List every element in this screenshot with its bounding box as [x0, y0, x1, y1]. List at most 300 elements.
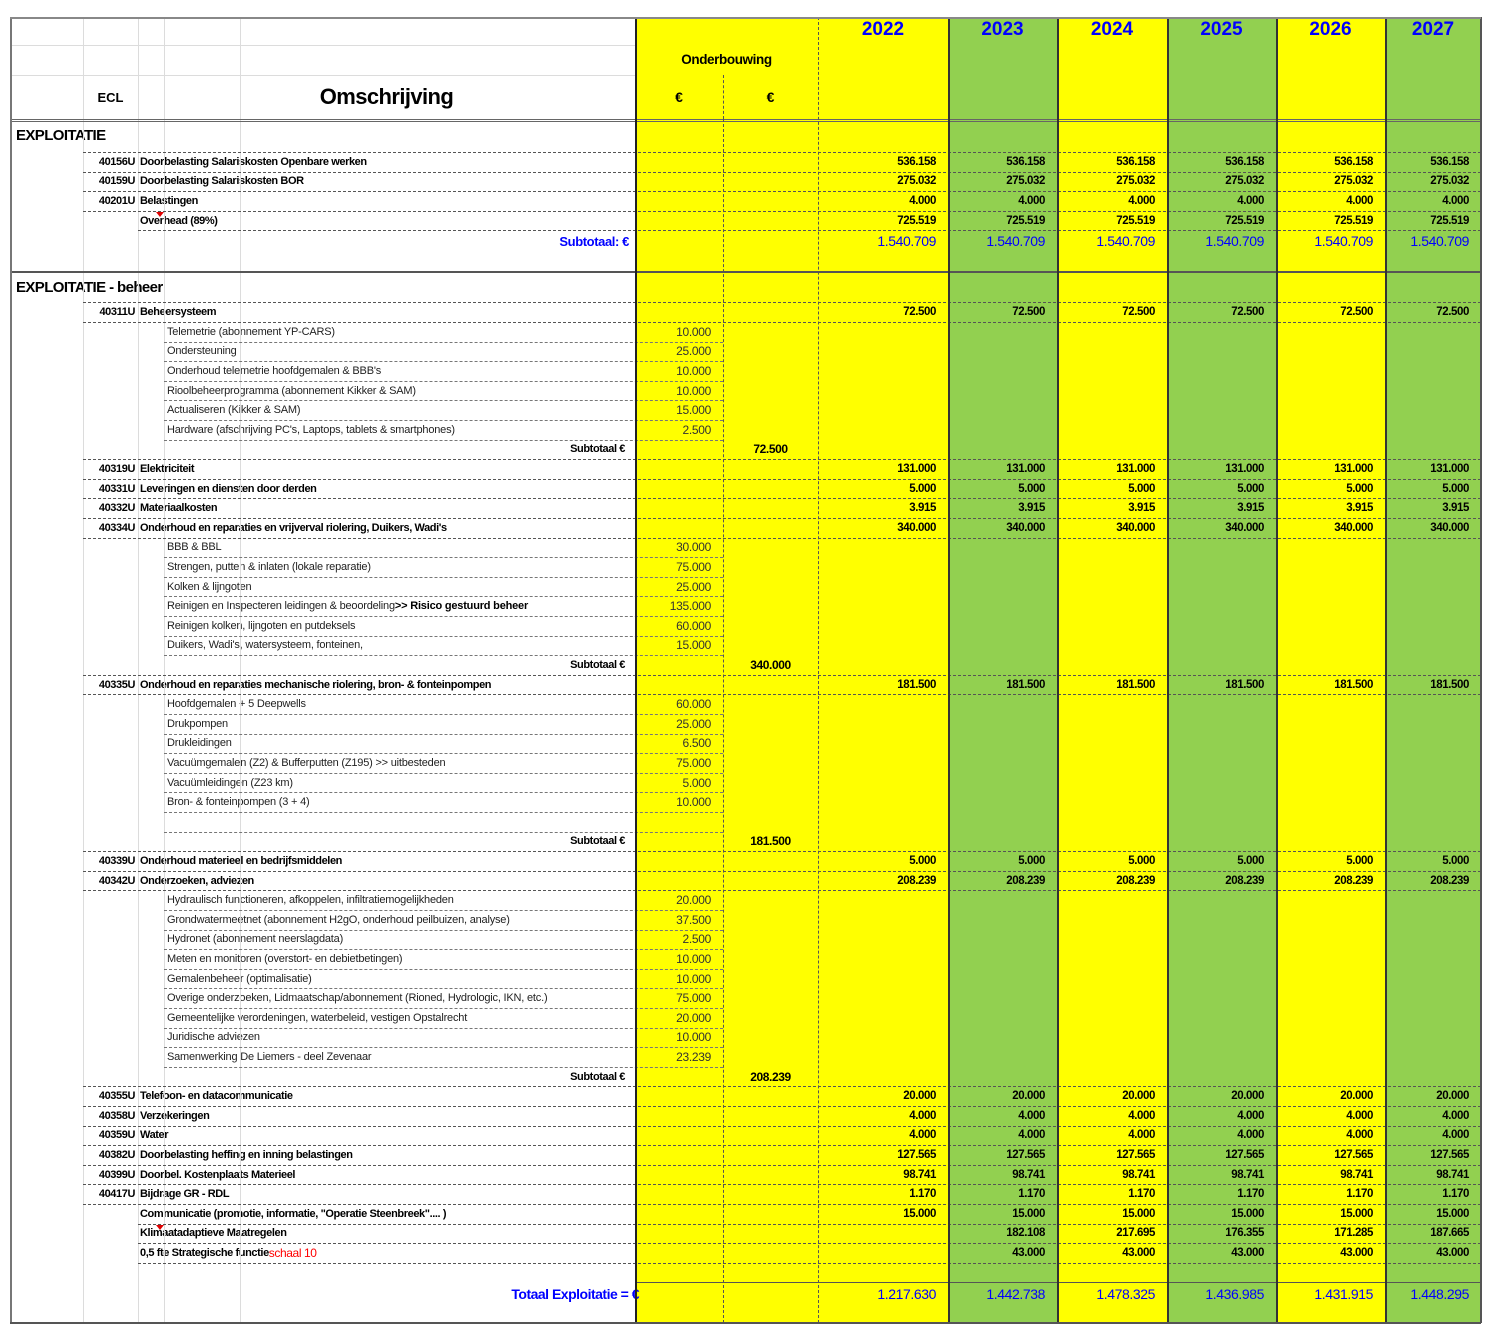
sub-item-description	[164, 538, 635, 558]
column-divider	[83, 17, 84, 1323]
sub-item-description	[164, 342, 635, 362]
sub-item-amount: 10.000	[676, 971, 711, 986]
row-divider	[83, 322, 1481, 323]
sub-item-row	[10, 792, 1481, 812]
year-value-2026: 4.000	[1346, 1129, 1373, 1142]
sub-item-description	[164, 557, 635, 577]
row-divider	[164, 596, 723, 597]
year-value-2024: 1.478.325	[1096, 1286, 1155, 1303]
year-value-2026: 1.540.709	[1314, 233, 1373, 250]
ecl-header: ECL	[97, 89, 124, 105]
year-value-2022: 536.158	[897, 155, 936, 168]
row-divider	[164, 792, 723, 793]
row-description	[138, 1126, 635, 1146]
sub-item-row	[10, 890, 1481, 910]
year-value-2026: 127.565	[1334, 1148, 1373, 1161]
column-divider	[240, 17, 241, 1323]
sub-item-text: Juridische adviezen	[167, 1031, 260, 1044]
row-divider	[164, 1067, 723, 1068]
section-title: EXPLOITATIE	[16, 127, 106, 144]
year-header-2027: 2027	[1411, 19, 1455, 40]
group-subtotal-value: 340.000	[750, 657, 791, 672]
sub-item-amount: 75.000	[676, 755, 711, 770]
year-value-2025: 181.500	[1225, 678, 1264, 691]
group-subtotal-label: Subtotaal €	[570, 1070, 625, 1083]
year-value-2022: 208.239	[897, 874, 936, 887]
year-value-2025: 72.500	[1231, 306, 1264, 319]
year-header-2023: 2023	[981, 19, 1024, 40]
year-value-2025: 275.032	[1225, 175, 1264, 188]
ecl-code: 40156U	[98, 155, 135, 168]
year-value-2026: 20.000	[1340, 1090, 1373, 1103]
year-value-2027: 15.000	[1436, 1207, 1469, 1220]
column-divider	[948, 17, 950, 1323]
row-description-text: Telefoon- en datacommunicatie	[140, 1090, 293, 1103]
year-value-2023: 182.108	[1006, 1227, 1045, 1240]
row-divider	[138, 1263, 1481, 1264]
year-value-2024: 3.915	[1128, 502, 1155, 515]
year-header-2022: 2022	[861, 19, 905, 40]
sub-item-description	[164, 400, 635, 420]
sub-item-description	[164, 949, 635, 969]
column-divider	[1276, 17, 1278, 1323]
sub-item-amount: 25.000	[676, 344, 711, 359]
sub-item-row	[10, 381, 1481, 401]
row-description: Doorbelasting Salariskosten Openbare werken	[140, 155, 367, 168]
sub-item-text: Bron- & fonteinpompen (3 + 4)	[167, 796, 310, 809]
sub-item-amount: 10.000	[676, 795, 711, 810]
row-divider	[83, 302, 1481, 303]
year-value-2025: 340.000	[1225, 521, 1264, 534]
year-value-2024: 4.000	[1128, 1129, 1155, 1142]
row-divider	[10, 119, 1481, 122]
row-divider	[138, 1243, 1481, 1244]
year-value-2024: 98.741	[1122, 1168, 1155, 1181]
row-description	[138, 675, 635, 695]
ecl-code: 40311U	[99, 306, 135, 319]
year-value-2023: 4.000	[1018, 1129, 1045, 1142]
year-header-2026: 2026	[1309, 19, 1352, 40]
table-row	[10, 498, 1481, 518]
sub-item-text: Vacuümleidingen (Z23 km)	[167, 776, 293, 789]
row-description	[138, 1224, 635, 1244]
sub-item-row	[10, 734, 1481, 754]
onderbouwing-header: Onderbouwing	[681, 51, 772, 67]
table-row	[10, 172, 1481, 192]
sub-item-amount: 2.500	[682, 932, 711, 947]
row-divider	[83, 172, 1481, 173]
row-divider	[164, 361, 723, 362]
row-description-text: Onderhoud materieel en bedrijfsmiddelen	[140, 854, 342, 867]
sub-item-row	[10, 1008, 1481, 1028]
sub-item-amount: 10.000	[676, 363, 711, 378]
row-divider	[164, 420, 723, 421]
sub-item-row	[10, 577, 1481, 597]
table-row	[10, 851, 1481, 871]
sub-item-amount: 20.000	[676, 893, 711, 908]
ecl-code: 40334U	[98, 521, 135, 534]
year-value-2025: 43.000	[1231, 1246, 1264, 1259]
sub-item-text: Hydraulisch functioneren, afkoppelen, infiltratiemogelijkheden	[167, 894, 454, 907]
table-row	[10, 1126, 1481, 1146]
year-value-2027: 72.500	[1436, 306, 1469, 319]
year-value-2027: 20.000	[1436, 1090, 1469, 1103]
sub-item-row	[10, 322, 1481, 342]
year-value-2024: 340.000	[1116, 521, 1155, 534]
sub-item-row	[10, 949, 1481, 969]
year-value-2023: 536.158	[1006, 155, 1045, 168]
row-divider	[164, 1008, 723, 1009]
sub-item-amount: 10.000	[676, 324, 711, 339]
year-value-2025: 176.355	[1225, 1227, 1264, 1240]
year-value-2024: 20.000	[1122, 1090, 1155, 1103]
sub-item-description	[164, 361, 635, 381]
year-value-2022: 5.000	[909, 482, 936, 495]
row-divider	[164, 655, 723, 656]
year-value-2027: 1.170	[1442, 1188, 1469, 1201]
year-value-2023: 43.000	[1012, 1246, 1045, 1259]
sub-item-amount: 5.000	[682, 775, 711, 790]
column-divider	[1480, 17, 1482, 1323]
sub-item-amount: 10.000	[676, 1030, 711, 1045]
sub-item-amount: 135.000	[669, 599, 711, 614]
year-value-2027: 43.000	[1436, 1246, 1469, 1259]
sub-item-description	[164, 969, 635, 989]
year-value-2024: 1.540.709	[1096, 233, 1155, 250]
ecl-code: 40382U	[98, 1148, 135, 1161]
year-value-2022: 181.500	[897, 678, 936, 691]
sub-item-text: Grondwatermeetnet (abonnement H2gO, onderhoud peilbuizen, analyse)	[167, 913, 510, 926]
row-divider	[83, 498, 1481, 499]
sub-item-row	[10, 1028, 1481, 1048]
year-value-2022: 340.000	[897, 521, 936, 534]
year-value-2024: 275.032	[1116, 175, 1155, 188]
sub-item-row	[10, 969, 1481, 989]
row-description-text: Water	[140, 1129, 169, 1142]
sub-item-emphasis: >> Risico gestuurd beheer	[394, 600, 529, 613]
row-description	[138, 518, 635, 538]
row-divider	[164, 812, 723, 813]
year-value-2025: 127.565	[1225, 1148, 1264, 1161]
year-value-2026: 208.239	[1334, 874, 1373, 887]
table-row	[10, 479, 1481, 499]
row-divider	[164, 342, 723, 343]
year-header-2024: 2024	[1090, 19, 1134, 40]
ecl-code: 40417U	[98, 1188, 135, 1201]
table-row	[10, 1243, 1481, 1263]
sub-item-description	[164, 734, 635, 754]
row-description: Belastingen	[140, 194, 198, 207]
sub-item-amount: 60.000	[676, 618, 711, 633]
row-divider	[164, 636, 723, 637]
year-value-2027: 275.032	[1430, 175, 1469, 188]
sub-item-description	[164, 636, 635, 656]
row-description-text: Doorbelasting heffing en inning belastingen	[140, 1148, 353, 1161]
column-divider	[138, 17, 139, 1323]
group-subtotal-row	[10, 655, 1481, 675]
year-value-2025: 4.000	[1237, 1129, 1264, 1142]
row-divider	[83, 459, 1481, 460]
row-description: Doorbelasting Salariskosten BOR	[140, 175, 304, 188]
column-divider	[723, 119, 724, 1323]
year-value-2026: 536.158	[1334, 155, 1373, 168]
description-header: Omschrijving	[319, 84, 454, 109]
row-divider	[164, 557, 723, 558]
year-value-2026: 4.000	[1346, 194, 1373, 207]
year-value-2026: 1.431.915	[1314, 1286, 1373, 1303]
sub-item-description	[164, 420, 635, 440]
year-value-2022: 131.000	[897, 462, 936, 475]
row-divider	[164, 773, 723, 774]
row-description-text: Onderzoeken, adviezen	[140, 874, 254, 887]
sub-item-text: Overige onderzoeken, Lidmaatschap/abonnement (Rioned, Hydrologic, IKN, etc.)	[167, 992, 548, 1005]
year-value-2022: 20.000	[903, 1090, 936, 1103]
year-value-2027: 536.158	[1430, 155, 1469, 168]
sub-item-amount: 37.500	[676, 912, 711, 927]
table-row	[10, 152, 1481, 172]
table-row	[10, 1145, 1481, 1165]
ecl-code: 40159U	[98, 175, 135, 188]
total-label: Totaal Exploitatie = €	[511, 1286, 639, 1303]
sub-item-description	[164, 694, 635, 714]
group-subtotal-value: 208.239	[750, 1069, 791, 1084]
year-value-2026: 275.032	[1334, 175, 1373, 188]
section-title: EXPLOITATIE - beheer	[16, 278, 163, 296]
sub-item-amount: 25.000	[676, 579, 711, 594]
row-divider	[10, 75, 635, 76]
year-value-2025: 1.540.709	[1205, 233, 1264, 250]
sub-item-amount: 10.000	[676, 383, 711, 398]
sub-item-text: BBB & BBL	[167, 541, 222, 554]
year-value-2026: 15.000	[1340, 1207, 1373, 1220]
year-value-2023: 131.000	[1006, 462, 1045, 475]
row-divider	[164, 988, 723, 989]
sub-item-row	[10, 930, 1481, 950]
sub-item-description	[164, 714, 635, 734]
row-divider	[83, 890, 1481, 891]
year-value-2027: 340.000	[1430, 521, 1469, 534]
year-value-2023: 4.000	[1018, 194, 1045, 207]
sub-item-row	[10, 694, 1481, 714]
row-divider	[164, 440, 723, 441]
sub-item-text: Hydronet (abonnement neerslagdata)	[167, 933, 344, 946]
group-subtotal-label: Subtotaal €	[570, 658, 625, 671]
sub-item-row	[10, 557, 1481, 577]
year-value-2026: 72.500	[1340, 306, 1373, 319]
year-value-2026: 98.741	[1340, 1168, 1373, 1181]
comment-indicator-icon[interactable]	[156, 212, 164, 217]
row-description-highlight: schaal 10	[268, 1245, 317, 1260]
sub-item-row	[10, 812, 1481, 832]
subtotal-label: Subtotaal: €	[559, 233, 629, 249]
row-divider	[10, 17, 1481, 19]
year-value-2023: 5.000	[1018, 482, 1045, 495]
table-row	[10, 1106, 1481, 1126]
group-subtotal-value: 181.500	[750, 834, 791, 849]
comment-indicator-icon[interactable]	[156, 1225, 164, 1230]
year-value-2022: 1.217.630	[877, 1286, 936, 1303]
sub-item-description	[164, 988, 635, 1008]
sub-item-amount: 15.000	[676, 403, 711, 418]
row-description	[138, 479, 635, 499]
row-divider	[164, 400, 723, 401]
sub-item-text: Rioolbeheerprogramma (abonnement Kikker & SAM)	[167, 384, 416, 397]
sub-item-text: Samenwerking De Liemers - deel Zevenaar	[167, 1050, 372, 1063]
sub-item-text: Ondersteuning	[167, 345, 237, 358]
sub-item-row	[10, 636, 1481, 656]
column-divider	[1385, 17, 1387, 1323]
sub-item-description	[164, 753, 635, 773]
row-description-text: Onderhoud en reparaties mechanische riolering, bron- & fonteinpompen	[140, 678, 492, 691]
year-value-2023: 725.519	[1006, 214, 1045, 227]
row-divider	[83, 871, 1481, 872]
year-value-2025: 4.000	[1237, 194, 1264, 207]
year-value-2023: 3.915	[1018, 502, 1045, 515]
year-value-2026: 5.000	[1346, 482, 1373, 495]
row-divider	[164, 753, 723, 754]
sub-item-description	[164, 322, 635, 342]
row-divider	[83, 1126, 1481, 1127]
column-divider	[635, 17, 637, 1323]
year-value-2023: 1.442.738	[986, 1286, 1045, 1303]
year-value-2023: 5.000	[1018, 854, 1045, 867]
row-description	[138, 1204, 635, 1224]
row-description-text: Klimaatadaptieve Maatregelen	[140, 1227, 287, 1240]
row-divider	[83, 211, 1481, 212]
sub-item-text: Vacuümgemalen (Z2) & Bufferputten (Z195) >> uitbesteden	[167, 756, 446, 769]
row-description	[138, 851, 635, 871]
sub-item-text: Meten en monitoren (overstort- en debietbetingen)	[167, 952, 403, 965]
table-row	[10, 1086, 1481, 1106]
row-divider	[83, 152, 1481, 153]
row-divider	[83, 694, 1481, 695]
column-divider	[1167, 17, 1169, 1323]
column-divider	[164, 17, 165, 1323]
year-value-2027: 4.000	[1442, 194, 1469, 207]
sub-item-text: Gemeentelijke verordeningen, waterbeleid, vestigen Opstalrecht	[167, 1011, 468, 1024]
table-row	[10, 871, 1481, 891]
column-divider	[723, 75, 724, 119]
year-value-2023: 1.540.709	[986, 233, 1045, 250]
sub-item-description	[164, 1008, 635, 1028]
year-value-2027: 725.519	[1430, 214, 1469, 227]
table-row	[10, 518, 1481, 538]
row-divider	[164, 832, 723, 833]
row-description	[138, 459, 635, 479]
sub-item-row	[10, 1047, 1481, 1067]
row-description-text: Elektriciteit	[140, 462, 195, 475]
year-value-2025: 20.000	[1231, 1090, 1264, 1103]
table-row	[10, 675, 1481, 695]
year-value-2022: 4.000	[909, 1129, 936, 1142]
sub-item-text: Drukpompen	[167, 717, 228, 730]
year-value-2027: 1.448.295	[1410, 1286, 1469, 1303]
sub-item-description	[164, 616, 635, 636]
sub-item-row	[10, 616, 1481, 636]
sub-item-amount: 15.000	[676, 638, 711, 653]
row-divider	[164, 930, 723, 931]
sub-item-row	[10, 420, 1481, 440]
row-divider	[10, 1322, 1481, 1324]
year-value-2027: 1.540.709	[1410, 233, 1469, 250]
year-value-2026: 4.000	[1346, 1109, 1373, 1122]
year-value-2022	[818, 1224, 948, 1244]
row-description	[138, 1106, 635, 1126]
sub-item-amount: 10.000	[676, 951, 711, 966]
year-value-2022: 275.032	[897, 175, 936, 188]
section-title-row	[10, 119, 1481, 152]
year-value-2025: 4.000	[1237, 1109, 1264, 1122]
group-subtotal-row	[10, 1067, 1481, 1087]
year-value-2023: 98.741	[1012, 1168, 1045, 1181]
year-value-2025: 5.000	[1237, 854, 1264, 867]
sub-item-text: Hoofdgemalen + 5 Deepwells	[167, 698, 306, 711]
sub-item-amount: 2.500	[682, 422, 711, 437]
year-value-2023: 208.239	[1006, 874, 1045, 887]
ecl-code: 40339U	[98, 854, 135, 867]
row-description	[138, 1145, 635, 1165]
table-row	[10, 459, 1481, 479]
section-title-row	[10, 272, 1481, 302]
row-description-text: Materiaalkosten	[140, 502, 218, 515]
table-row	[10, 1184, 1481, 1204]
year-value-2027: 208.239	[1430, 874, 1469, 887]
row-description	[138, 498, 635, 518]
row-divider	[83, 1145, 1481, 1146]
subtotal-row	[10, 230, 1481, 252]
year-value-2023: 4.000	[1018, 1109, 1045, 1122]
year-value-2027: 98.741	[1436, 1168, 1469, 1181]
row-divider	[164, 381, 723, 382]
sub-item-description	[164, 577, 635, 597]
row-description-text: Verzekeringen	[140, 1109, 210, 1122]
sub-item-row	[10, 342, 1481, 362]
year-value-2024: 181.500	[1116, 678, 1155, 691]
row-divider	[83, 1204, 1481, 1205]
euro-header-2: €	[766, 89, 775, 105]
ecl-code: 40342U	[98, 874, 135, 887]
year-value-2027: 4.000	[1442, 1109, 1469, 1122]
table-row	[10, 191, 1481, 211]
total-row	[10, 1282, 1481, 1307]
sub-item-row	[10, 538, 1481, 558]
year-value-2025: 5.000	[1237, 482, 1264, 495]
sub-item-text: Gemalenbeheer (optimalisatie)	[167, 972, 312, 985]
sub-item-description	[164, 773, 635, 793]
year-value-2027: 5.000	[1442, 854, 1469, 867]
year-value-2023: 127.565	[1006, 1148, 1045, 1161]
sub-item-row	[10, 773, 1481, 793]
euro-header-1: €	[675, 89, 683, 105]
row-divider	[164, 1028, 723, 1029]
year-value-2026: 131.000	[1334, 462, 1373, 475]
row-description-text: Communicatie (promotie, informatie, "Operatie Steenbreek".... )	[140, 1207, 447, 1220]
sub-item-amount: 23.239	[676, 1049, 711, 1064]
row-divider	[164, 969, 723, 970]
sub-item-description	[164, 930, 635, 950]
row-divider	[164, 616, 723, 617]
row-description	[138, 871, 635, 891]
sub-item-amount: 30.000	[676, 540, 711, 555]
sub-item-amount: 6.500	[682, 736, 711, 751]
row-divider	[83, 851, 1481, 852]
year-value-2026: 725.519	[1334, 214, 1373, 227]
row-description-text: Doorbel. Kostenplaats Materieel	[140, 1168, 296, 1181]
sub-item-amount: 75.000	[676, 991, 711, 1006]
table-row	[10, 211, 1481, 231]
row-divider	[164, 949, 723, 950]
year-value-2024: 4.000	[1128, 194, 1155, 207]
